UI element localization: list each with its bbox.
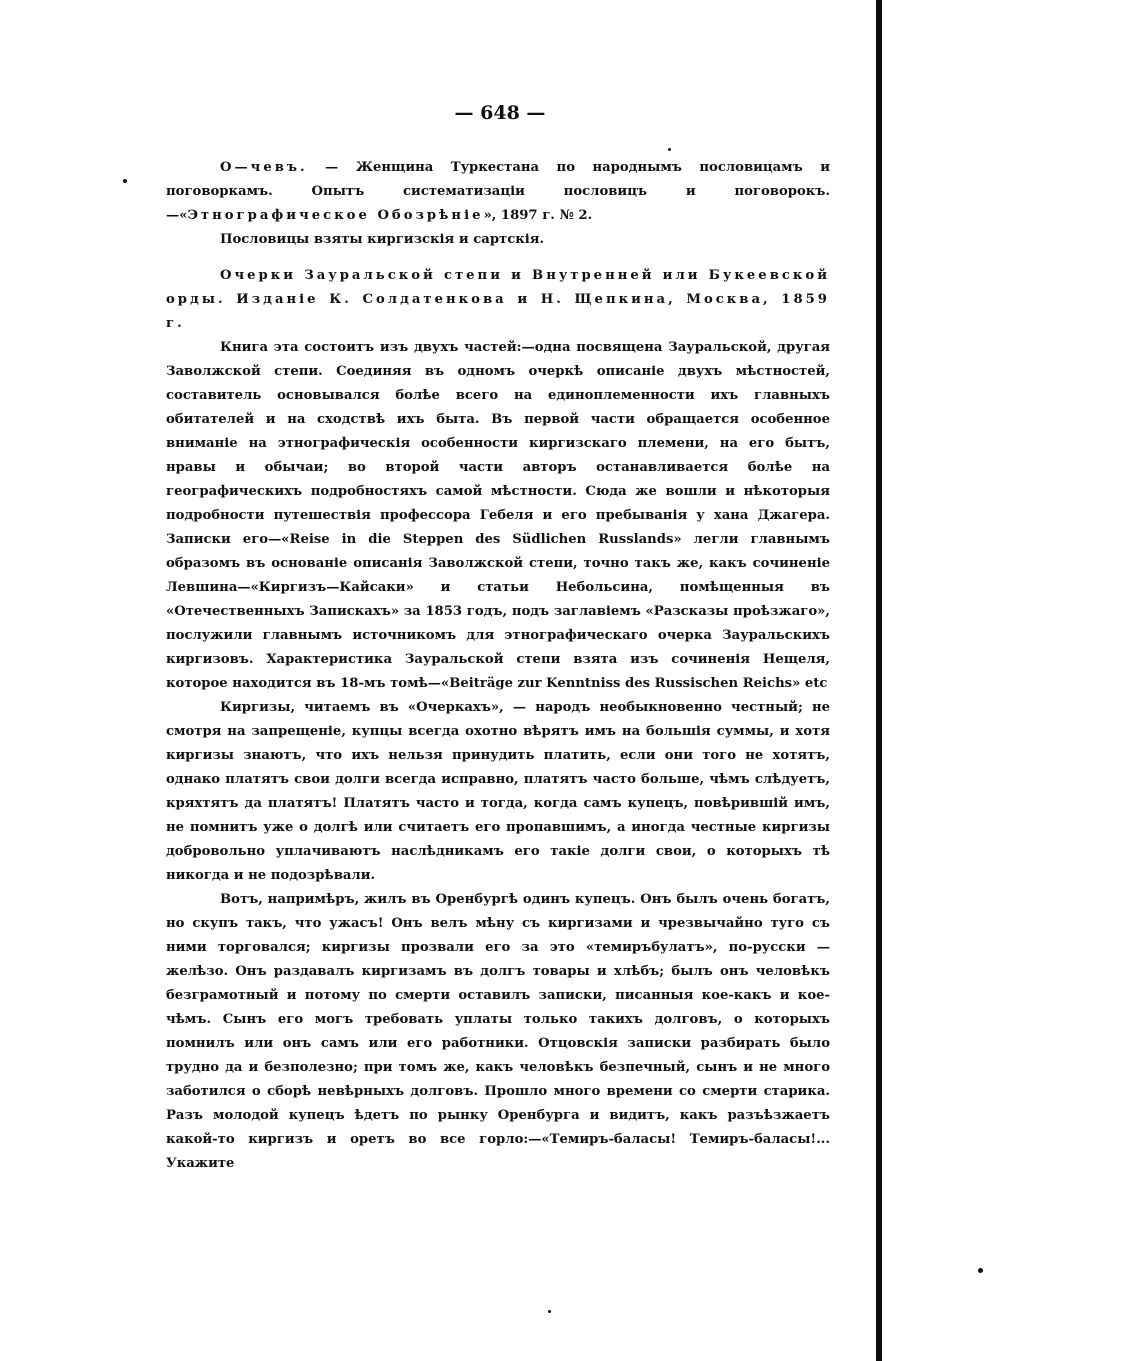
bibliography-entry-2-title: Очерки Зауральской степи и Внутренней или Букеевской орды. Изданіе К. Солдатенкова и Н. Щепкина, Москва, 1859 г. bbox=[166, 268, 830, 331]
scan-speck bbox=[123, 179, 127, 183]
scan-speck bbox=[668, 148, 671, 151]
page-number: — 648 — bbox=[454, 102, 546, 124]
scan-speck bbox=[548, 1310, 551, 1313]
entry-author: О—чевъ. bbox=[220, 160, 308, 175]
journal-title: Этнографическое Обозрѣніе bbox=[187, 208, 484, 223]
scan-speck bbox=[978, 1268, 983, 1273]
bibliography-entry-1 bbox=[166, 156, 830, 228]
text-column bbox=[166, 156, 830, 1216]
entry-tail: », 1897 г. № 2. bbox=[483, 208, 593, 223]
paragraph-book-description: Книга эта состоитъ изъ двухъ частей:—одна посвящена Зауральской, другая Заволжской степи. Соединяя въ одномъ очеркѣ описаніе двухъ мѣстностей, составитель основывался болѣе всего на единоплеменности ихъ главныхъ обитателей и на сходствѣ ихъ быта. Въ первой части обращается особенное вниманіе на этнографическія особенности киргизскаго племени, на его бытъ, нравы и обычаи; во второй части авторъ останавливается болѣе на географическихъ подробностяхъ самой мѣстности. Сюда же вошли и нѣкоторыя подробности путешествія профессора Гебеля и его пребыванія у хана Джагера. Записки его—«Reise in die Steppen des Südlichen Russlands» легли главнымъ образомъ въ основаніе описанія Заволжской степи, точно такъ же, какъ сочиненіе Левшина—«Киргизъ—Кайсаки» и статьи Небольсина, помѣщенныя въ «Отечественныхъ Запискахъ» за 1853 годъ, подъ заглавіемъ «Разсказы проѣзжаго», послужили главнымъ источникомъ для этнографическаго очерка Зауральскихъ киргизовъ. Характеристика Зауральской степи взята изъ сочиненія Нещеля, которое находится въ 18-мъ томѣ—«Beiträge zur Kenntniss des Russischen Reichs» etc bbox=[166, 340, 830, 691]
page-edge-rule bbox=[876, 0, 882, 1361]
entry-note: Пословицы взяты киргизскія и сартскія. bbox=[220, 232, 545, 247]
paragraph-kirghiz-honesty: Киргизы, читаемъ въ «Очеркахъ», — народъ необыкновенно честный; не смотря на запрещеніе, купцы всегда охотно вѣрятъ имъ на большія суммы, и хотя киргизы знаютъ, что ихъ нельзя принудить платить, если они того не хотятъ, однако платятъ свои долги всегда исправно, платятъ часто больше, чѣмъ слѣдуетъ, кряхтятъ да платятъ! Платятъ часто и тогда, когда самъ купецъ, повѣрившій имъ, не помнитъ уже о долгѣ или считаетъ его пропавшимъ, а иногда честные киргизы добровольно уплачиваютъ наслѣдникамъ его такіе долги свои, о которыхъ тѣ никогда и не подозрѣвали. bbox=[166, 700, 830, 883]
entry-text: — Женщина Туркестана по народнымъ пословицамъ и поговоркамъ. Опытъ систематизаціи пословицъ и поговорокъ.—« bbox=[166, 160, 830, 223]
paragraph-merchant-story: Вотъ, напримѣръ, жилъ въ Оренбургѣ одинъ купецъ. Онъ былъ очень богатъ, но скупъ такъ, что ужасъ! Онъ велъ мѣну съ киргизами и чрезвычайно туго съ ними торговался; киргизы прозвали его за это «темиръбулатъ», по-русски — желѣзо. Онъ раздавалъ киргизамъ въ долгъ товары и хлѣбъ; былъ онъ человѣкъ безграмотный и потому по смерти оставилъ записки, писанныя кое-какъ и кое-чѣмъ. Сынъ его могъ требовать уплаты только такихъ долговъ, о которыхъ помнилъ или онъ самъ или его работники. Отцовскія записки разбирать было трудно да и безполезно; при томъ же, какъ человѣкъ безпечный, сынъ и не много заботился о сборѣ невѣрныхъ долговъ. Прошло много времени со смерти старика. Разъ молодой купецъ ѣдетъ по рынку Оренбурга и видитъ, какъ разъѣзжаетъ какой-то киргизъ и оретъ во все горло:—«Темиръ-баласы! Темиръ-баласы!... Укажите bbox=[166, 892, 830, 1171]
